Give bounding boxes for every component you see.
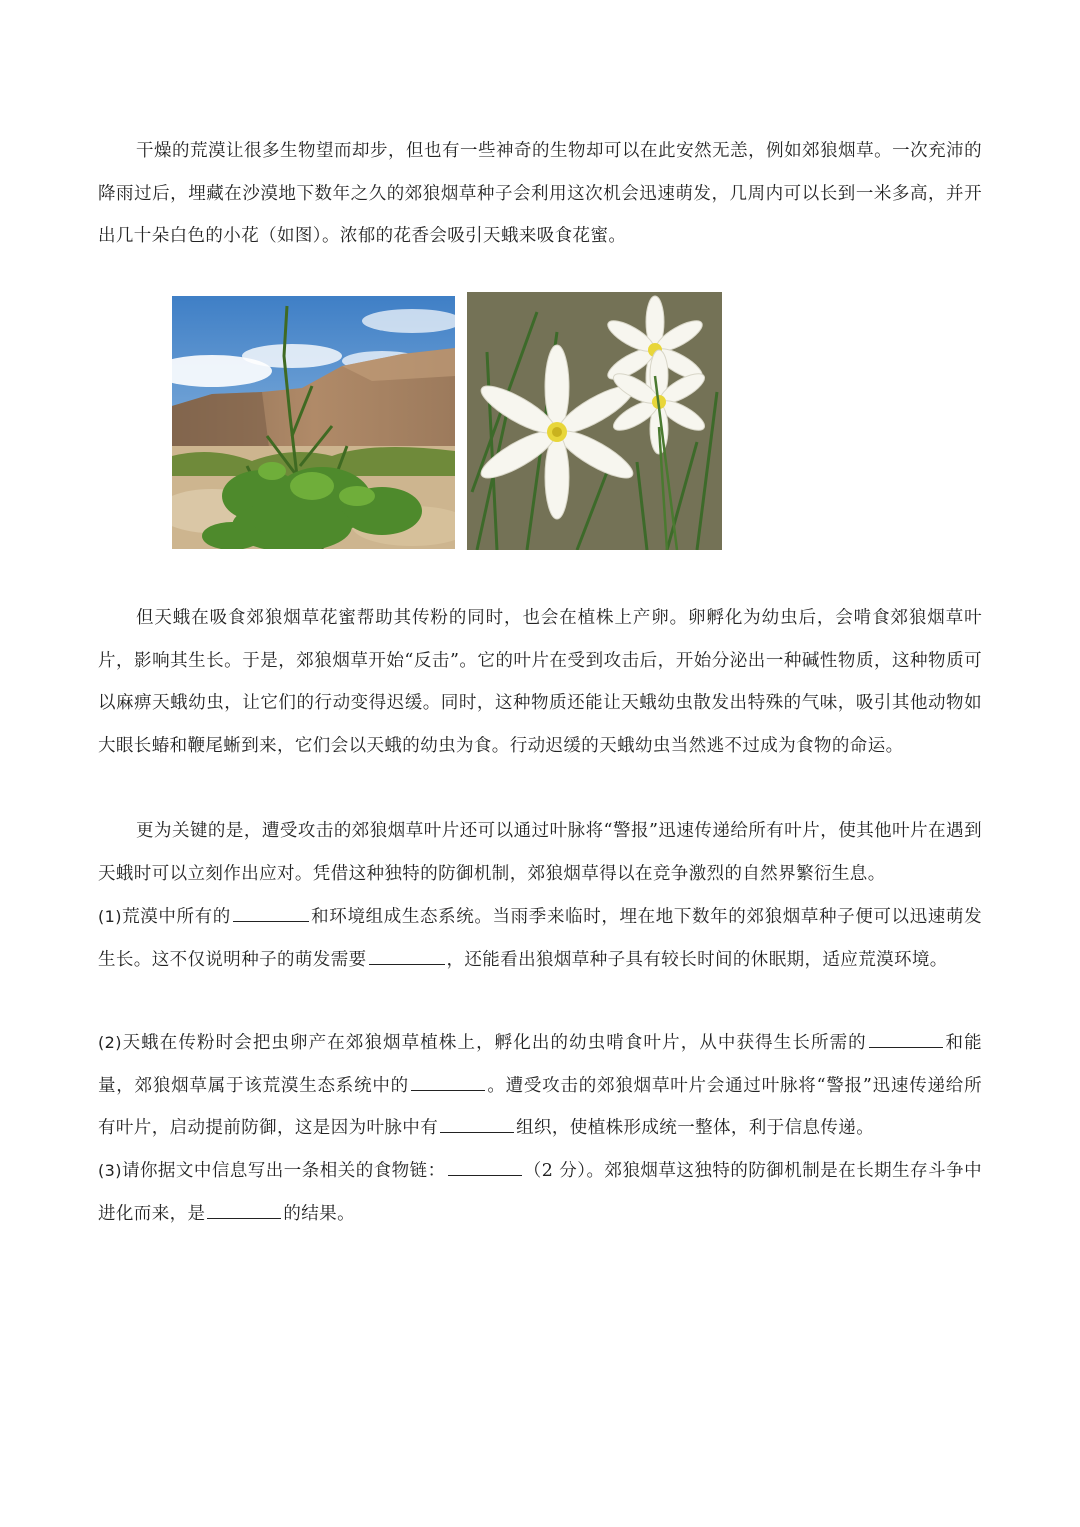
question-3-number: (3) <box>98 1161 122 1180</box>
intro-paragraph: 干燥的荒漠让很多生物望而却步，但也有一些神奇的生物却可以在此安然无恙，例如郊狼烟草。一次充沛的降雨过后，埋藏在沙漠地下数年之久的郊狼烟草种子会利用这次机会迅速萌发，几周内可以长到一米多高，并开出几十朵白色的小花（如图）。浓郁的花香会吸引天蛾来吸食花蜜。 <box>98 141 982 247</box>
answer-blank[interactable] <box>369 945 445 964</box>
white-flower-photo <box>467 292 722 550</box>
paragraph-2: 但天蛾在吸食郊狼烟草花蜜帮助其传粉的同时，也会在植株上产卵。卵孵化为幼虫后，会啃食郊狼烟草叶片，影响其生长。于是，郊狼烟草开始“反击”。它的叶片在受到攻击后，开始分泌出一种碱性物质，这种物质可以麻痹天蛾幼虫，让它们的行动变得迟缓。同时，这种物质还能让天蛾幼虫散发出特殊的气味，吸引其他动物如大眼长蝽和鞭尾蜥到来，它们会以天蛾的幼虫为食。行动迟缓的天蛾幼虫当然逃不过成为食物的命运。 <box>98 608 982 757</box>
answer-blank[interactable] <box>411 1071 485 1090</box>
answer-blank[interactable] <box>869 1029 943 1048</box>
question-2-number: (2) <box>98 1033 122 1052</box>
paragraph-3: 更为关键的是，遭受攻击的郊狼烟草叶片还可以通过叶脉将“警报”迅速传递给所有叶片，使其他叶片在遇到天蛾时可以立刻作出应对。凭借这种独特的防御机制，郊狼烟草得以在竞争激烈的自然界繁衍生息。 <box>98 821 982 884</box>
question-2 <box>98 1022 982 1150</box>
desert-plant-photo <box>172 296 455 549</box>
question-3-text-c: 的结果。 <box>283 1203 356 1224</box>
question-3-text-a: 请你据文中信息写出一条相关的食物链： <box>121 1161 446 1181</box>
answer-blank[interactable] <box>448 1157 522 1176</box>
question-1 <box>98 896 982 981</box>
question-3 <box>98 1150 982 1235</box>
question-1-number: (1) <box>98 907 122 926</box>
question-2-text-d: 组织，使植株形成统一整体，利于信息传递。 <box>516 1118 875 1139</box>
question-1-text-b: 和环境组成生态系统。当雨季来临时，埋在地下数年的郊狼烟草种子便可以迅速萌发生长。这不仅说明种子的萌发需要 <box>98 907 982 970</box>
question-2-text-c: 。遭受攻击的郊狼烟草叶片会通过叶脉将“警报”迅速传递给所有叶片，启动提前防御，这是因为叶脉中有 <box>98 1075 982 1139</box>
question-2-text-b: 和能量，郊狼烟草属于该荒漠生态系统中的 <box>98 1033 982 1096</box>
answer-blank[interactable] <box>233 903 309 922</box>
question-3-text-b: （2 分）。郊狼烟草这独特的防御机制是在长期生存斗争中进化而来，是 <box>98 1161 982 1224</box>
question-1-text-c: ，还能看出狼烟草种子具有较长时间的休眠期，适应荒漠环境。 <box>446 949 948 970</box>
answer-blank[interactable] <box>440 1114 514 1133</box>
question-2-text-a: 天蛾在传粉时会把虫卵产在郊狼烟草植株上，孵化出的幼虫啃食叶片，从中获得生长所需的 <box>121 1033 867 1053</box>
answer-blank[interactable] <box>207 1199 281 1218</box>
question-1-text-a: 荒漠中所有的 <box>121 907 231 927</box>
